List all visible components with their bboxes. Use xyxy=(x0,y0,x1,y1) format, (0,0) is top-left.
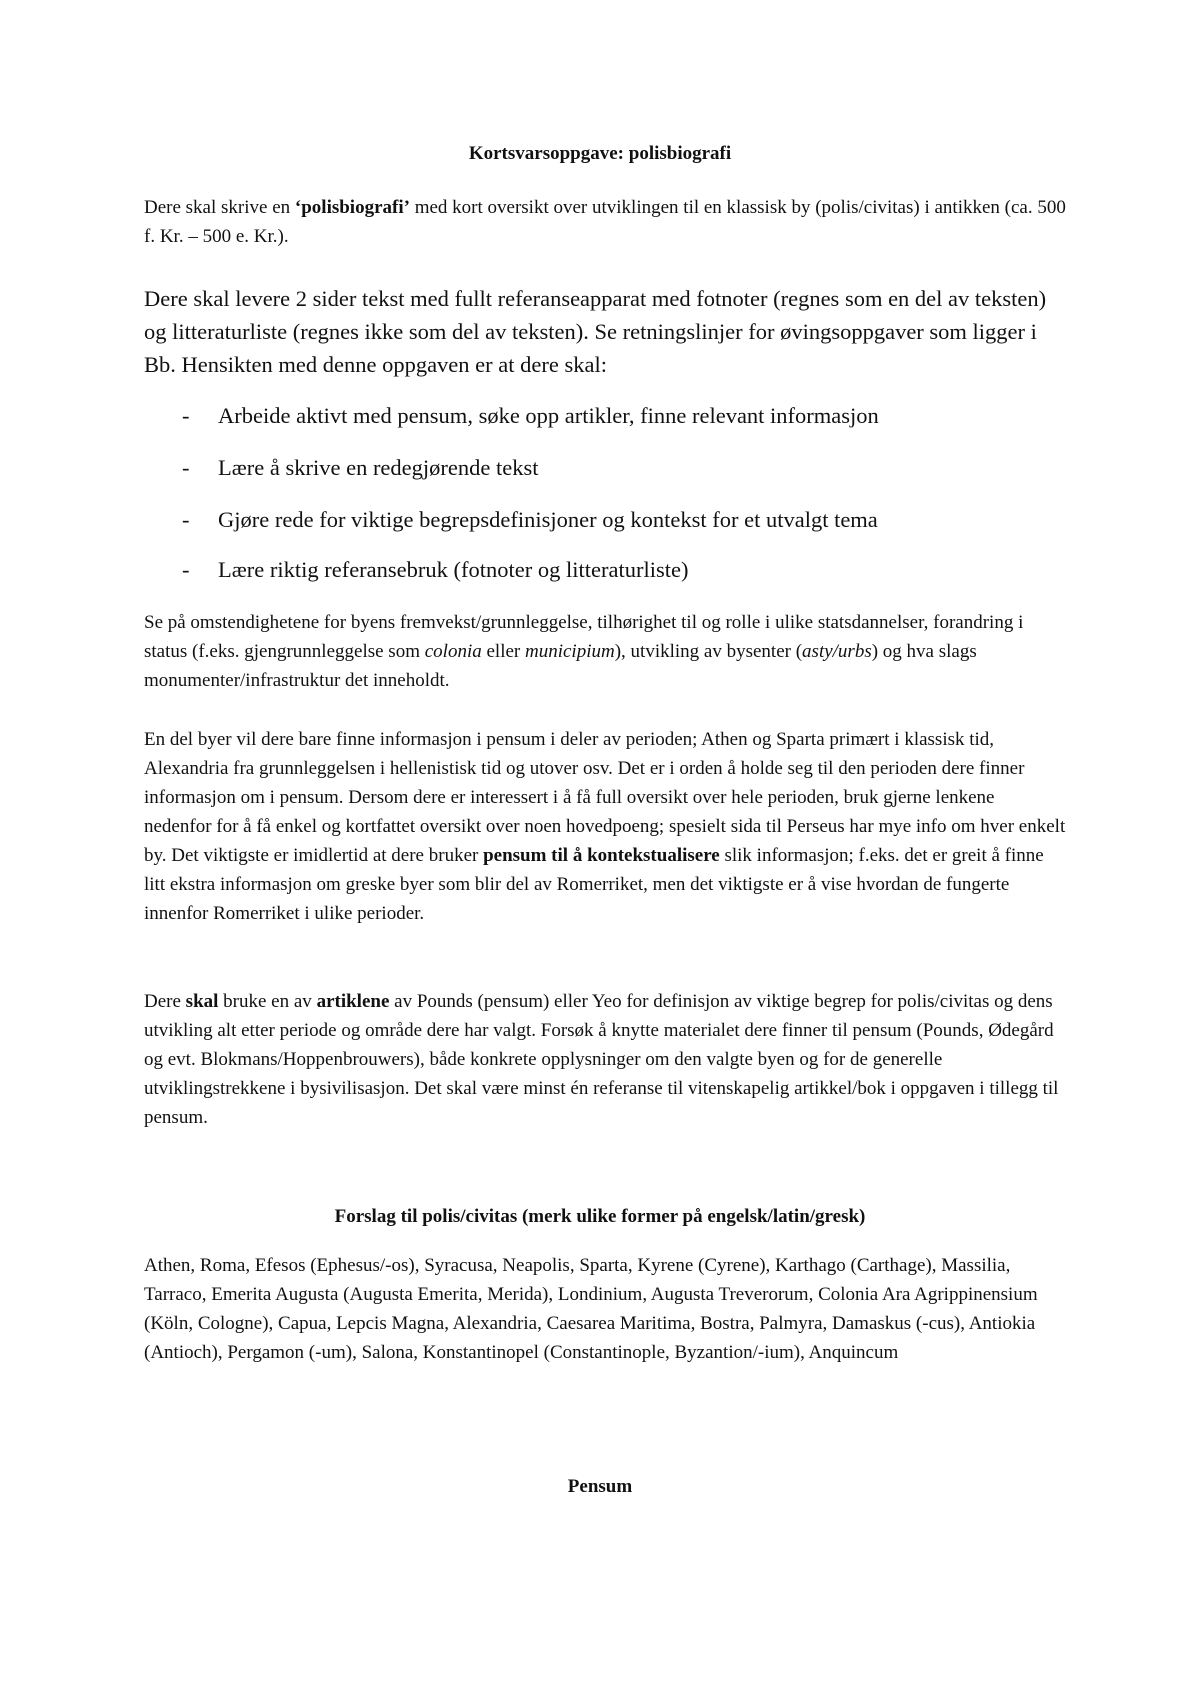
articles-text-1: Dere xyxy=(144,991,186,1012)
term-colonia: colonia xyxy=(424,641,482,662)
bullet-text: Gjøre rede for viktige begrepsdefinisjoner og kontekst for et utvalgt tema xyxy=(218,507,878,532)
bullet-dash: - xyxy=(182,557,190,582)
articles-text-2: bruke en av xyxy=(218,991,317,1012)
circumstances-text-3: ), utvikling av bysenter ( xyxy=(614,641,803,662)
articles-paragraph xyxy=(144,987,1066,1132)
document-title: Kortsvarsoppgave: polisbiografi xyxy=(468,143,732,164)
requirements-paragraph: Dere skal levere 2 sider tekst med fullt referanseapparat med fotnoter (regnes som en del av teksten) og litteraturliste (regnes ikke som del av teksten). Se retningslinjer for øvingsoppgaver som ligger i Bb. Hensikten med denne oppgaven er at dere skal: xyxy=(144,286,1047,377)
period-text-2: slik informasjon; f.eks. det er greit å finne litt ekstra informasjon om greske byer som blir del av Romerriket, men det viktigste er å vise hvordan de fungerte innenfor Romerriket i ulike perioder. xyxy=(144,845,1044,924)
articles-emphasis-skal: skal xyxy=(185,991,219,1012)
pensum-heading: Pensum xyxy=(567,1476,633,1497)
circumstances-text-2: eller xyxy=(481,641,525,662)
intro-term-polisbiografi: ‘polisbiografi’ xyxy=(294,197,410,218)
circumstances-paragraph xyxy=(144,608,1066,695)
bullet-dash: - xyxy=(182,403,190,428)
suggestions-heading: Forslag til polis/civitas (merk ulike former på engelsk/latin/gresk) xyxy=(334,1206,866,1227)
bullet-text: Arbeide aktivt med pensum, søke opp artikler, finne relevant informasjon xyxy=(218,403,879,428)
circumstances-text-4: ) og hva slags monumenter/infrastruktur det inneholdt. xyxy=(144,641,977,691)
term-municipium: municipium xyxy=(525,641,615,662)
cities-paragraph: Athen, Roma, Efesos (Ephesus/-os), Syracusa, Neapolis, Sparta, Kyrene (Cyrene), Karthago (Carthage), Massilia, Tarraco, Emerita Augusta (Augusta Emerita, Merida), Londinium, Augusta Treverorum, Colonia Ara Agrippinensium (Köln, Cologne), Capua, Lepcis Magna, Alexandria, Caesarea Maritima, Bostra, Palmyra, Damaskus (-cus), Antiokia (Antioch), Pergamon (-um), Salona, Konstantinopel (Constantinople, Byzantion/-ium), Anquincum xyxy=(144,1255,1038,1363)
bullet-text: Lære å skrive en redegjørende tekst xyxy=(218,455,539,480)
period-text-1: En del byer vil dere bare finne informasjon i pensum i deler av perioden; Athen og Sparta primært i klassisk tid, Alexandria fra grunnleggelsen i hellenistisk tid og utover osv. Det er i orden å holde seg til den perioden dere finner informasjon om i pensum. Dersom dere er interessert i å få full oversikt over hele perioden, bruk gjerne lenkene nedenfor for å få enkel og kortfattet oversikt over noen hovedpoeng; spesielt sida til Perseus har mye info om hver enkelt by. Det viktigste er imidlertid at dere bruker xyxy=(144,729,1066,866)
term-asty-urbs: asty/urbs xyxy=(802,641,872,662)
bullet-dash: - xyxy=(182,455,190,480)
bullet-text: Lære riktig referansebruk (fotnoter og litteraturliste) xyxy=(218,557,689,582)
intro-text-2: med kort oversikt over utviklingen til en klassisk by (polis/civitas) i antikken (ca. 500 f. Kr. – 500 e. Kr.). xyxy=(144,197,1066,247)
intro-text-1: Dere skal skrive en xyxy=(144,197,295,218)
intro-paragraph xyxy=(144,193,1066,251)
period-emphasis: pensum til å kontekstualisere xyxy=(483,845,720,866)
bullet-dash: - xyxy=(182,507,190,532)
articles-emphasis-artiklene: artiklene xyxy=(316,991,390,1012)
period-paragraph xyxy=(144,725,1066,928)
circumstances-text-1: Se på omstendighetene for byens fremvekst/grunnleggelse, tilhørighet til og rolle i ulike statsdannelser, forandring i status (f.eks. gjengrunnleggelse som xyxy=(144,612,1024,662)
articles-text-3: av Pounds (pensum) eller Yeo for definisjon av viktige begrep for polis/civitas og dens utvikling alt etter periode og område dere har valgt. Forsøk å knytte materialet dere finner til pensum (Pounds, Ødegård og evt. Blokmans/Hoppenbrouwers), både konkrete opplysninger om den valgte byen og for de generelle utviklingstrekkene i bysivilisasjon. Det skal være minst én referanse til vitenskapelig artikkel/bok i oppgaven i tillegg til pensum. xyxy=(144,991,1059,1128)
